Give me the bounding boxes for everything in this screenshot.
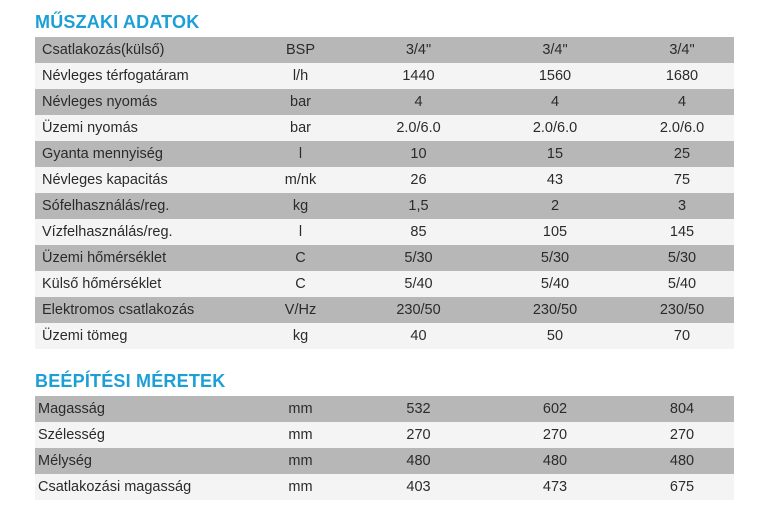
table-row: [35, 167, 734, 193]
row-unit: bar: [244, 89, 357, 115]
row-value-model-3: 270: [630, 422, 734, 448]
table-row: [35, 219, 734, 245]
row-unit: BSP: [244, 37, 357, 63]
row-unit: V/Hz: [244, 297, 357, 323]
row-value-model-3: 145: [630, 219, 734, 245]
row-unit: m/nk: [244, 167, 357, 193]
table-row: [35, 297, 734, 323]
row-value-model-2: 2.0/6.0: [480, 115, 630, 141]
row-label: Üzemi hőmérséklet: [35, 245, 244, 271]
installation-dimensions-table: [35, 396, 734, 500]
row-unit: kg: [244, 193, 357, 219]
table-row: [35, 474, 734, 500]
row-unit: C: [244, 271, 357, 297]
table-row: [35, 448, 734, 474]
row-label: Mélység: [35, 448, 244, 474]
row-value-model-2: 270: [480, 422, 630, 448]
table-row: [35, 115, 734, 141]
row-value-model-3: 3: [630, 193, 734, 219]
row-value-model-1: 2.0/6.0: [357, 115, 480, 141]
row-value-model-1: 532: [357, 396, 480, 422]
row-label: Külső hőmérséklet: [35, 271, 244, 297]
table-row: [35, 323, 734, 349]
table-row: [35, 63, 734, 89]
row-value-model-3: 4: [630, 89, 734, 115]
row-value-model-3: 70: [630, 323, 734, 349]
row-value-model-1: 1440: [357, 63, 480, 89]
table-row: [35, 396, 734, 422]
row-value-model-3: 75: [630, 167, 734, 193]
row-label: Csatlakozás(külső): [35, 37, 244, 63]
row-value-model-2: 473: [480, 474, 630, 500]
row-value-model-3: 230/50: [630, 297, 734, 323]
row-value-model-1: 40: [357, 323, 480, 349]
row-value-model-3: 804: [630, 396, 734, 422]
row-value-model-1: 270: [357, 422, 480, 448]
row-label: Névleges térfogatáram: [35, 63, 244, 89]
row-label: Csatlakozási magasság: [35, 474, 244, 500]
row-value-model-2: 4: [480, 89, 630, 115]
row-label: Magasság: [35, 396, 244, 422]
row-value-model-1: 3/4": [357, 37, 480, 63]
row-value-model-1: 5/30: [357, 245, 480, 271]
row-value-model-3: 3/4": [630, 37, 734, 63]
row-value-model-2: 50: [480, 323, 630, 349]
row-value-model-3: 480: [630, 448, 734, 474]
row-label: Elektromos csatlakozás: [35, 297, 244, 323]
row-value-model-2: 602: [480, 396, 630, 422]
row-value-model-3: 25: [630, 141, 734, 167]
row-label: Üzemi tömeg: [35, 323, 244, 349]
installation-dimensions-title: BEÉPÍTÉSI MÉRETEK: [35, 371, 226, 391]
row-label: Szélesség: [35, 422, 244, 448]
row-unit: mm: [244, 422, 357, 448]
row-unit: bar: [244, 115, 357, 141]
row-value-model-2: 3/4": [480, 37, 630, 63]
row-unit: l: [244, 141, 357, 167]
row-label: Gyanta mennyiség: [35, 141, 244, 167]
technical-data-title: MŰSZAKI ADATOK: [35, 12, 200, 32]
row-unit: mm: [244, 396, 357, 422]
row-value-model-3: 2.0/6.0: [630, 115, 734, 141]
row-value-model-1: 85: [357, 219, 480, 245]
table-row: [35, 193, 734, 219]
installation-dimensions-rows: [35, 396, 734, 500]
row-unit: l/h: [244, 63, 357, 89]
row-value-model-1: 5/40: [357, 271, 480, 297]
row-label: Névleges nyomás: [35, 89, 244, 115]
row-value-model-2: 15: [480, 141, 630, 167]
row-value-model-1: 26: [357, 167, 480, 193]
row-value-model-2: 2: [480, 193, 630, 219]
row-unit: C: [244, 245, 357, 271]
row-value-model-3: 675: [630, 474, 734, 500]
row-value-model-1: 230/50: [357, 297, 480, 323]
row-value-model-3: 5/30: [630, 245, 734, 271]
row-value-model-2: 480: [480, 448, 630, 474]
row-value-model-2: 1560: [480, 63, 630, 89]
table-row: [35, 422, 734, 448]
technical-data-table: [35, 37, 734, 349]
row-value-model-2: 43: [480, 167, 630, 193]
row-value-model-3: 5/40: [630, 271, 734, 297]
row-label: Üzemi nyomás: [35, 115, 244, 141]
row-value-model-2: 5/30: [480, 245, 630, 271]
row-value-model-1: 4: [357, 89, 480, 115]
table-row: [35, 271, 734, 297]
row-value-model-2: 230/50: [480, 297, 630, 323]
row-value-model-1: 480: [357, 448, 480, 474]
row-unit: kg: [244, 323, 357, 349]
technical-data-rows: [35, 37, 734, 349]
row-unit: mm: [244, 474, 357, 500]
row-value-model-2: 105: [480, 219, 630, 245]
table-row: [35, 37, 734, 63]
table-row: [35, 245, 734, 271]
row-label: Vízfelhasználás/reg.: [35, 219, 244, 245]
row-value-model-1: 403: [357, 474, 480, 500]
table-row: [35, 89, 734, 115]
row-value-model-1: 1,5: [357, 193, 480, 219]
row-value-model-2: 5/40: [480, 271, 630, 297]
row-unit: mm: [244, 448, 357, 474]
row-value-model-1: 10: [357, 141, 480, 167]
row-unit: l: [244, 219, 357, 245]
row-label: Névleges kapacitás: [35, 167, 244, 193]
row-value-model-3: 1680: [630, 63, 734, 89]
row-label: Sófelhasználás/reg.: [35, 193, 244, 219]
table-row: [35, 141, 734, 167]
